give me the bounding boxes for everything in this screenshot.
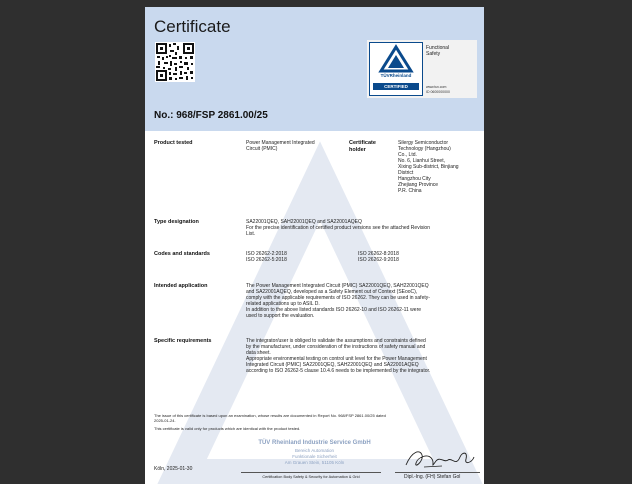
functional-safety-label bbox=[426, 45, 449, 57]
signature bbox=[402, 447, 478, 473]
codes-col-2 bbox=[358, 251, 399, 263]
type-line: SA22001QEQ, SAH22001QEQ and SA22001AQEQ bbox=[246, 219, 362, 225]
standard-item: ISO 26262-8:2018 bbox=[358, 251, 399, 257]
intended-application-value bbox=[246, 283, 478, 319]
product-tested-label: Product tested bbox=[154, 140, 193, 146]
holder-line: District bbox=[398, 170, 414, 176]
holder-line: Zhejiang Province bbox=[398, 182, 439, 188]
type-line: List. bbox=[246, 231, 256, 237]
holder-line: No. 6, Lianhui Street, bbox=[398, 158, 445, 164]
codes-col-1 bbox=[246, 251, 287, 263]
holder-line: P.R. China bbox=[398, 188, 422, 194]
issuer-name: TÜV Rheinland Industrie Service GmbH bbox=[258, 440, 371, 446]
specific-line: The integrator/user is obliged to validate the assumptions and constraints defined bbox=[246, 338, 426, 344]
intended-line: The Power Management Integrated Circuit (PMIC) SA22001QEQ, SAH22001QEQ bbox=[246, 283, 429, 289]
qr-code bbox=[155, 42, 195, 82]
issue-note bbox=[154, 413, 479, 423]
specific-line: data sheet. bbox=[246, 350, 271, 356]
specific-line: Appropriate environmental testing on control unit level for the Power Management bbox=[246, 356, 427, 362]
certificate-document bbox=[145, 7, 484, 484]
specific-requirements-value bbox=[246, 338, 478, 374]
footer-divider-left bbox=[241, 472, 381, 473]
logo-id: ID 0600000000 bbox=[426, 89, 450, 94]
holder-line: Co., Ltd. bbox=[398, 152, 417, 158]
holder-line: Silergy Semiconductor bbox=[398, 140, 449, 146]
product-line: Power Management Integrated bbox=[246, 140, 315, 146]
place-date: Köln, 2025-01-30 bbox=[154, 466, 193, 472]
certificate-holder-label bbox=[349, 140, 376, 154]
issue-line: 2025-01-24. bbox=[154, 418, 176, 423]
standard-item: ISO 26262-5:2018 bbox=[246, 257, 287, 263]
codes-standards-label: Codes and standards bbox=[154, 251, 210, 257]
intended-line: comply with the applicable requirements of ISO 26262. They can be used in safety- bbox=[246, 295, 430, 301]
tuv-certification-logo bbox=[367, 40, 477, 98]
holder-line: Xixing Sub-district, Binjiang bbox=[398, 164, 459, 170]
holder-line: Technology (Hangzhou) bbox=[398, 146, 451, 152]
tuv-logo-mark bbox=[369, 42, 423, 96]
specific-requirements-label: Specific requirements bbox=[154, 338, 212, 344]
tuv-brand: TÜVRheinland bbox=[380, 73, 412, 78]
specific-line: Integrated Circuit (PMIC) SA22001QEQ, SAH22001QEQ and SA22001AQEQ bbox=[246, 362, 419, 368]
certification-body: Certification Body Safety & Security for Automation & Grid bbox=[262, 475, 360, 479]
intended-line: used to support the evaluation. bbox=[246, 313, 315, 319]
signature-area bbox=[402, 447, 478, 473]
specific-line: by the manufacturer, under consideration of the instructions of safety manual and bbox=[246, 344, 426, 350]
issue-line: The issue of this certificate is based upon an examination, whose results are documented in Report No. 968/FSP 2861.00/25 dated bbox=[154, 413, 386, 418]
certificate-holder-value bbox=[398, 140, 478, 194]
specific-line: according to ISO 26262-5 clause 10.4.6 needs to be implemented by the integrator. bbox=[246, 368, 431, 374]
fs-line-1: Functional bbox=[426, 45, 450, 51]
issuer-line-2: Bereich Automation bbox=[294, 448, 335, 453]
holder-line: Hangzhou City bbox=[398, 176, 431, 182]
signer-name: Dipl.-Ing. (FH) Stefan Gol bbox=[404, 474, 461, 480]
standard-item: ISO 26262-9:2018 bbox=[358, 257, 399, 263]
logo-url-id bbox=[426, 85, 450, 94]
product-line: Circuit (PMIC) bbox=[246, 146, 278, 152]
issuer-line-4: Am Grauen Stein, 51105 Köln bbox=[284, 460, 345, 465]
page-title: Certificate bbox=[154, 17, 231, 36]
standard-item: ISO 26262-2:2018 bbox=[246, 251, 287, 257]
issuer-line-3: Funktionale Sicherheit bbox=[292, 454, 337, 459]
validity-note: This certificate is valid only for products which are identical with the product tested. bbox=[154, 426, 301, 431]
intended-application-label: Intended application bbox=[154, 283, 208, 289]
holder-label-line: holder bbox=[349, 147, 366, 153]
holder-label-line: Certificate bbox=[349, 140, 376, 146]
certificate-header bbox=[145, 7, 484, 131]
intended-line: related applications up to ASIL D. bbox=[246, 301, 320, 307]
type-designation-value bbox=[246, 219, 476, 237]
certificate-number: No.: 968/FSP 2861.00/25 bbox=[154, 110, 268, 121]
fs-line-2: Safety bbox=[426, 51, 441, 57]
type-designation-label: Type designation bbox=[154, 219, 199, 225]
intended-line: and SA22001AQEQ, developed as a Safety Element out of Context (SEooC), bbox=[246, 289, 418, 295]
logo-url: www.tuv.com bbox=[426, 85, 447, 89]
certified-badge: CERTIFIED bbox=[373, 83, 419, 90]
intended-line: In addition to the above listed standards ISO 26262-10 and ISO 26262-11 were bbox=[246, 307, 422, 313]
type-line: For the precise identification of certified product versions see the attached Revision bbox=[246, 225, 430, 231]
tuv-triangle-icon bbox=[370, 44, 422, 74]
product-tested-value bbox=[246, 140, 341, 152]
